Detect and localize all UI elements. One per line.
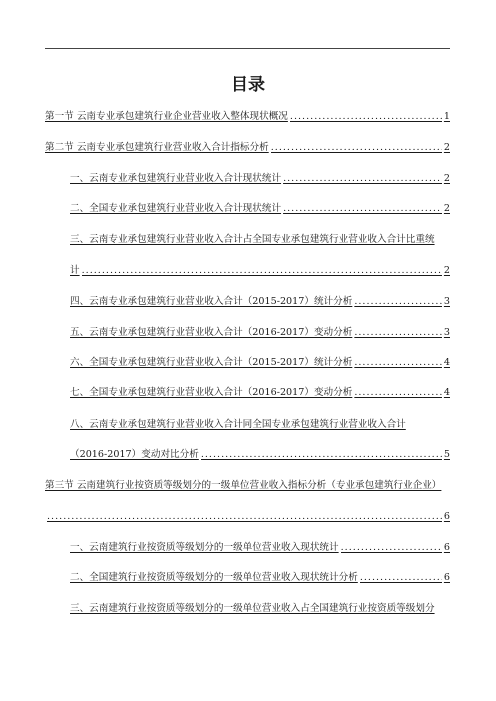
toc-entry-text: 一、云南建筑行业按资质等级划分的一级单位营业收入现状统计: [70, 542, 339, 553]
toc-entry-text: 一、云南专业承包建筑行业营业收入合计现状统计: [70, 173, 282, 184]
toc-entry-page: 2: [443, 203, 450, 214]
toc-entry-page: 2: [443, 142, 450, 153]
toc-leader-dots: [360, 571, 442, 584]
toc-entry-2-8[interactable]: [70, 418, 450, 431]
toc-leader-dots: [82, 264, 442, 277]
toc-leader-dots: [47, 510, 442, 523]
toc-entry-text: 六、全国专业承包建筑行业营业收入合计（2015-2017）统计分析: [70, 357, 353, 368]
toc-entry-3-1[interactable]: [70, 541, 450, 554]
toc-entry-text: 计: [70, 265, 80, 276]
header-rule: [45, 48, 450, 49]
toc-leader-dots: [283, 202, 442, 215]
toc-entry-page: 6: [443, 572, 450, 583]
toc-entry-page: 1: [443, 111, 450, 122]
toc-leader-dots: [354, 356, 442, 369]
toc-entry-page: 4: [443, 357, 450, 368]
toc-leader-dots: [283, 172, 442, 185]
toc-leader-dots: [354, 295, 442, 308]
toc-entry-text: （2016-2017）变动对比分析: [70, 449, 199, 460]
toc-entry-2-4[interactable]: [70, 295, 450, 308]
toc-entry-text: 第一节 云南专业承包建筑行业企业营业收入整体现状概况: [45, 111, 288, 122]
toc-entry-section-2[interactable]: [45, 141, 450, 154]
toc-entry-page: 6: [443, 542, 450, 553]
toc-entry-section-1[interactable]: [45, 110, 450, 123]
toc-entry-2-5[interactable]: [70, 326, 450, 339]
toc-entry-page: 6: [443, 511, 450, 522]
toc-entry-2-1[interactable]: [70, 172, 450, 185]
toc-entry-page: 5: [443, 449, 450, 460]
toc-entry-text: 第二节 云南专业承包建筑行业营业收入合计指标分析: [45, 142, 269, 153]
toc-entry-text: 七、全国专业承包建筑行业营业收入合计（2016-2017）变动分析: [70, 387, 353, 398]
toc-entry-2-3-cont[interactable]: [70, 264, 450, 277]
page-title: 目录: [231, 75, 265, 95]
toc-entry-page: 3: [443, 327, 450, 338]
toc-leader-dots: [341, 541, 442, 554]
toc-entry-3-3[interactable]: [70, 602, 450, 615]
toc-entry-2-8-cont[interactable]: [70, 448, 450, 461]
toc-entry-2-3[interactable]: [70, 233, 450, 246]
toc-entry-text: 五、云南专业承包建筑行业营业收入合计（2016-2017）变动分析: [70, 327, 353, 338]
toc-entry-page: 2: [443, 173, 450, 184]
toc-entry-2-6[interactable]: [70, 356, 450, 369]
toc-leader-dots: [271, 141, 442, 154]
toc-entry-2-7[interactable]: [70, 386, 450, 399]
toc-entry-text: 四、云南专业承包建筑行业营业收入合计（2015-2017）统计分析: [70, 296, 353, 307]
toc-entry-3-2[interactable]: [70, 571, 450, 584]
toc-leader-dots: [290, 110, 442, 123]
toc-entry-page: 3: [443, 296, 450, 307]
toc-entry-text: 二、全国建筑行业按资质等级划分的一级单位营业收入现状统计分析: [70, 572, 358, 583]
toc-entry-text: 二、全国专业承包建筑行业营业收入合计现状统计: [70, 203, 282, 214]
toc-leader-dots: [354, 326, 442, 339]
toc-leader-dots: [201, 448, 442, 461]
toc-entry-page: 4: [443, 387, 450, 398]
toc-entry-page: 2: [443, 265, 450, 276]
toc-entry-text: 第三节 云南建筑行业按资质等级划分的一级单位营业收入指标分析（专业承包建筑行业企业）: [45, 480, 442, 491]
toc-entry-text: 三、云南专业承包建筑行业营业收入合计占全国专业承包建筑行业营业收入合计比重统: [70, 234, 435, 245]
toc-leader-dots: [354, 386, 442, 399]
toc-entry-text: 八、云南专业承包建筑行业营业收入合计同全国专业承包建筑行业营业收入合计: [70, 419, 406, 430]
toc-entry-section-3-cont[interactable]: [45, 510, 450, 523]
toc-entry-2-2[interactable]: [70, 202, 450, 215]
toc-entry-section-3[interactable]: [45, 479, 460, 492]
toc-entry-text: 三、云南建筑行业按资质等级划分的一级单位营业收入占全国建筑行业按资质等级划分: [70, 603, 435, 614]
